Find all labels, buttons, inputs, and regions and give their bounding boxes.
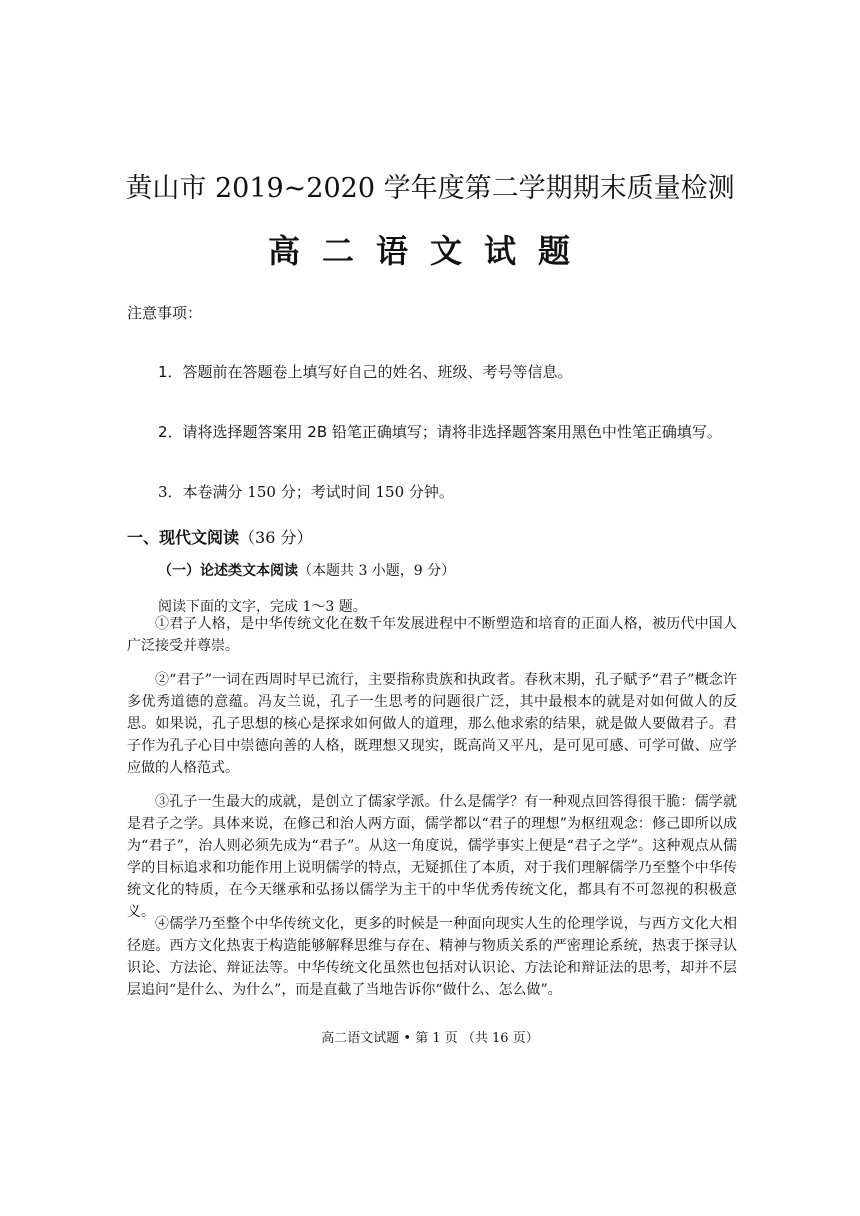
notice-item-3: 3．本卷满分 150 分；考试时间 150 分钟。 xyxy=(158,483,454,501)
paragraph-3: ③孔子一生最大的成就，是创立了儒家学派。什么是儒学？有一种观点回答得很干脆：儒学就是君子之学。具体来说，在修己和治人两方面，儒学都以“君子的理想”为枢纽观念：修己即所以成为“君子”，治人则必须先成为“君子”。从这一角度说，儒学事实上便是“君子之学”。这种观点从儒学的目标追求和功能作用上说明儒学的特点，无疑抓住了本质，对于我们理解儒学乃至整个中华传统文化的特质，在今天继承和弘扬以儒学为主干的中华优秀传统文化，都具有不可忽视的积极意义。 xyxy=(127,794,737,920)
notice-item-1: 1．答题前在答题卷上填写好自己的姓名、班级、考号等信息。 xyxy=(158,363,573,381)
subsection-heading xyxy=(158,560,455,580)
subsection-heading-title: （一）论述类文本阅读 xyxy=(158,563,298,579)
reading-instruction: 阅读下面的文字，完成 1～3 题。 xyxy=(158,599,367,615)
notice-heading: 注意事项： xyxy=(127,304,203,322)
section-heading-title: 一、现代文阅读 xyxy=(127,528,240,547)
paragraph-2: ②“君子”一词在西周时早已流行，主要指称贵族和执政者。春秋末期，孔子赋予“君子”概念许多优秀道德的意蕴。冯友兰说，孔子一生思考的问题很广泛，其中最根本的就是对如何做人的反思。如果说，孔子思想的核心是探求如何做人的道理，那么他求索的结果，就是做人要做君子。君子作为孔子心目中崇德向善的人格，既理想又现实，既高尚又平凡，是可见可感、可学可做、应学应做的人格范式。 xyxy=(127,672,737,776)
page-footer: 高二语文试题 • 第 1 页 （共 16 页） xyxy=(321,1031,539,1046)
paragraph-4: ④儒学乃至整个中华传统文化，更多的时候是一种面向现实人生的伦理学说，与西方文化大相径庭。西方文化热衷于构造能够解释思维与存在、精神与物质关系的严密理论系统，热衷于探寻认识论、方法论、辩证法等。中华传统文化虽然也包括对认识论、方法论和辩证法的思考，却并不层层追问“是什么、为什么”，而是直截了当地告诉你“做什么、怎么做”。 xyxy=(127,916,737,998)
section-heading-score: （36 分） xyxy=(239,528,313,547)
subsection-heading-note: （本题共 3 小题，9 分） xyxy=(298,563,456,579)
notice-item-2: 2．请将选择题答案用 2B 铅笔正确填写；请将非选择题答案用黑色中性笔正确填写。 xyxy=(158,423,722,441)
subject-title: 高二语文试题 xyxy=(267,232,592,270)
section-heading xyxy=(127,525,312,548)
exam-title: 黄山市 2019~2020 学年度第二学期期末质量检测 xyxy=(125,173,735,204)
paragraph-1: ①君子人格，是中华传统文化在数千年发展进程中不断塑造和培育的正面人格，被历代中国人广泛接受并尊崇。 xyxy=(127,616,737,654)
